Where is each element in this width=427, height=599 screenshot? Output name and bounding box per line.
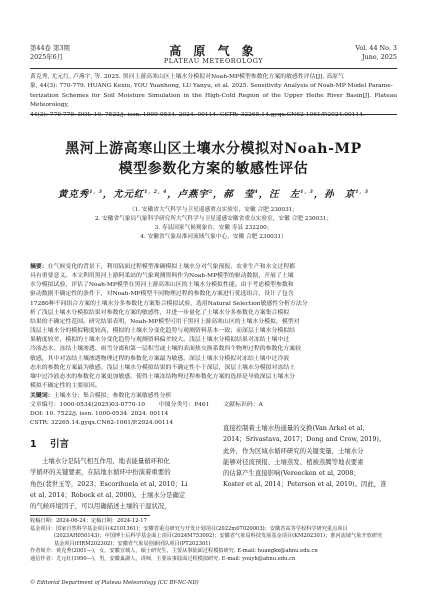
header-rule <box>30 68 397 69</box>
copyright-notice: © Editorial Department of Plateau Meteorology (CC BY-NC-ND) <box>30 580 199 586</box>
body-line: Koster et al, 2014；Peterson et al, 2019)。因此，准 <box>223 480 387 489</box>
citation-line: terization Schemes for Soil Moisture Simulation in the High-Cold Region of the Upper Heihe River Basin[J]. Plateau Meteorology, <box>30 92 397 109</box>
author-affiliation-mark: 1, 3 <box>89 189 103 195</box>
affiliation-line: 4. 安徽省气象局淮河流域气象中心，安徽 合肥 230031） <box>140 234 287 240</box>
article-meta <box>30 401 397 410</box>
abstract-line: 浅层土壤水分的模拟精度较高，模拟的土壤水分变化趋势与观测资料基本一致；而深层土壤水分模拟结 <box>30 328 296 335</box>
abstract-line: 壤中过冷液态水的参数化方案更加敏感，使得土壤冻结物理过程参数化方案的选择是导致深层土壤水分 <box>30 373 296 380</box>
citation-line: 44(3): 770-779. DOI: 10. 7522/j. issn. 1000-0534. 2024. 00114. CSTR: 32265.14.gyqx.CN62-1061/P.2024.00114. <box>30 111 365 118</box>
paper-title-line-2: 模型参数化方案的敏感性评估 <box>118 161 309 177</box>
date-cn: 2025年6月 <box>30 53 64 61</box>
running-header-right <box>355 44 397 62</box>
abstract <box>30 262 397 391</box>
author-affiliation-mark: 1, 3 <box>300 189 314 195</box>
abstract-line: 模拟不确定性的主要原因。 <box>30 383 101 390</box>
footnote-rule <box>30 515 150 516</box>
citation-line: 黄克秀, 尤元红, 卢燕宇, 等. 2025. 黑河上游高寒山区土壤水分模拟对Noah-MP模型参数化方案的敏感性评估[J]. 高原气 <box>30 74 344 80</box>
citation-line: 象, 44(3): 770-779. HUANG Kexiu, YOU Yuanhong, LU Yanyu, et al. 2025. Sensitivity Analysis of Noah-MP Model Parame- <box>30 83 393 90</box>
author-name: ，郝 莹 <box>213 189 255 200</box>
author-affiliation-mark: 1, 3 <box>355 189 369 195</box>
body-line: 2014；Srivastava, 2017；Dong and Crow, 2019)。 <box>223 435 386 444</box>
body-left-column <box>30 456 210 512</box>
body-line: 土壤水分是陆气相互作用、地表能量循环和化 <box>42 457 170 465</box>
section-heading <box>30 436 69 450</box>
funding-line: 基金项目：国家自然科学基金项目(42101361)；安徽省重点研究与开发计划项目(2022m07020003)；安徽省高等学校科学研究重点项目 <box>30 525 348 532</box>
volume-issue-en: Vol. 44 No. 3 <box>355 44 397 52</box>
cstr: CSTR: 32265.14.gyqx.CN62-1061/P.2024.00114 <box>30 420 174 426</box>
affiliation-line: （1. 安徽省大气科学与卫星遥感重点实验室，安徽 合肥 230031； <box>128 207 299 213</box>
article-number: 文章编号：1000-0534(2025)03-0770-10 <box>30 402 145 408</box>
body-line: 能够对径流预报、土壤蒸发、植被蒸腾等地表要素 <box>223 457 364 466</box>
journal-name-en: PLATEAU METEOROLOGY <box>163 57 264 65</box>
abstract-line: 态水的参数化方案最为敏感。浅层土壤水分模拟结果的不确定性小于深层，深层土壤水分模拟对冻结土 <box>30 364 296 371</box>
author-name: ，孙 京 <box>313 189 356 200</box>
abstract-line: 结果的不确定性范围。研究结果表明，Noah-MP模型可用于黑河上游高寒山区的土壤水分模拟，模型对 <box>30 318 300 325</box>
affiliation-line: 3. 寿县国家气候观象台，安徽 寿县 232200； <box>154 225 273 231</box>
journal-name-cn: 高 原 气 象 <box>169 44 258 58</box>
abstract-label: 摘要： <box>30 263 48 270</box>
affiliation-line: 2. 安徽省气象局气象科学研究所大气科学与卫星遥感安徽省重点实验室，安徽 合肥 230031； <box>94 216 333 222</box>
body-right-column <box>223 423 397 491</box>
paper-title-line-1: 黑河上游高寒山区土壤水分模拟对Noah-MP <box>65 141 362 157</box>
section-title: 引言 <box>49 439 69 450</box>
author-name: ，汪 左 <box>258 189 301 200</box>
body-line: 角色(裴世玉等，2023；Escorihuela et al, 2010；Li <box>30 479 188 488</box>
body-line: 直接控制着土壤水热通量的交换(Van Arkel et al, <box>223 424 365 432</box>
abstract-line: 敏感，其中对冻结土壤渗透物理过程的参数化方案最为敏感。深层土壤水分模拟对冻结土壤中过冷液 <box>30 355 290 362</box>
classification-number: 中图分类号：P461 <box>158 402 210 408</box>
footnotes <box>30 518 397 564</box>
body-line: 的气候环境因子，可以用确描述土壤的干湿状况， <box>30 502 171 511</box>
keywords-label: 关键词： <box>30 392 54 399</box>
received-date: 收稿日期：2024-06-24；定稿日期：2024-12-17 <box>30 518 147 524</box>
author-affiliation-mark: 1, 2, 4 <box>144 189 168 195</box>
funding-line: 基金项目(HRM202302)；安徽省气象局创新团队项目(PT202301) <box>54 540 211 547</box>
author-list <box>0 186 427 200</box>
author-name: ，卢燕宇 <box>167 189 209 200</box>
abstract-line: 果精度较差，模拟的土壤水分变化趋势与观测资料偏差较大。浅层土壤水分模拟结果对冻结土壤中过 <box>30 337 290 344</box>
funding-line: (2023AH050143)；中国博士后科学基金面上项目(2024M753092)；安徽省气象局科技发展基金项目(KM202301)；淮河流域气象开放研究 <box>54 533 383 540</box>
date-en: June, 2025 <box>362 53 397 61</box>
abstract-line: 具有重要意义。本文利用黑河上游阿柔站的气象观测资料作为Noah-MP模型的驱动数据，开展了土壤 <box>30 273 294 280</box>
volume-issue-cn: 第44卷 第3期 <box>30 44 70 52</box>
abstract-line: 水分模拟试验，评估了Noah-MP模型在黑河上游高寒山区的土壤水分模拟性能。由于考虑模型参数和 <box>30 282 294 289</box>
citation-rule <box>30 114 397 115</box>
abstract-line: 17280种不同组合方案的土壤水分多参数化方案集合模拟试验，选用Natural Selection敏感性分析方法分 <box>30 300 308 307</box>
document-code: 文献标识码：A <box>223 402 263 408</box>
keywords <box>30 391 397 401</box>
section-number: 1 <box>30 439 37 450</box>
author-name: 黄克秀 <box>58 189 90 200</box>
keywords-text: 土壤水分；集合模拟；参数化方案敏感性分析 <box>53 393 172 399</box>
corresponding-author: 通信作者：尤元红(1990—)，男，安徽巢湖人，讲师，主要从事陆面过程模拟研究. E-mail: youyh@ahnu.edu.cn <box>30 555 296 562</box>
abstract-line: 析了浅层土壤水分模拟结果对参数化方案的敏感性，并进一步量化了土壤水分多参数化方案集合模拟 <box>30 309 290 316</box>
author-bio: 作者简介：黄克秀(2001—)，女，安徽宣城人，硕士研究生，主要从事陆面过程模拟研究. E-mail: huangkx@ahnu.edu.cn <box>30 548 318 555</box>
abstract-line: 冷液态水、冻结土壤渗透、雨雪分离和第一层积雪或土壤的表面热交换系数四个物理过程的参数化方案较 <box>30 346 301 353</box>
doi: DOI: 10. 7522/j. issn. 1000-0534. 2024. 00114 <box>30 411 169 417</box>
abstract-line: 在气候变化的背景下，利用陆面过程模型准确模拟土壤水分对气象预报、农业生产和水文过程都 <box>47 264 296 270</box>
author-affiliation-mark: 2 <box>208 189 214 195</box>
author-affiliation-mark: 4 <box>254 189 259 195</box>
body-line: et al, 2014；Robock et al, 2000)。土壤水分是确定 <box>30 490 186 499</box>
body-line: 此外，作为区域水循环研究的关键变量，土壤水分 <box>223 446 364 455</box>
body-line: 学循环的关键要素，在陆地水循环中扮演着重要的 <box>30 468 171 477</box>
abstract-line: 驱动数据不确定性的条件下，对Noah-MP模型不同物理过程的参数化方案进行优选组合，设计了包含 <box>30 291 294 298</box>
citation-block <box>30 73 397 120</box>
body-line: 的估算产生直接影响(Vereecken et al, 2008； <box>223 469 360 478</box>
author-name: ，尤元红 <box>102 189 145 200</box>
